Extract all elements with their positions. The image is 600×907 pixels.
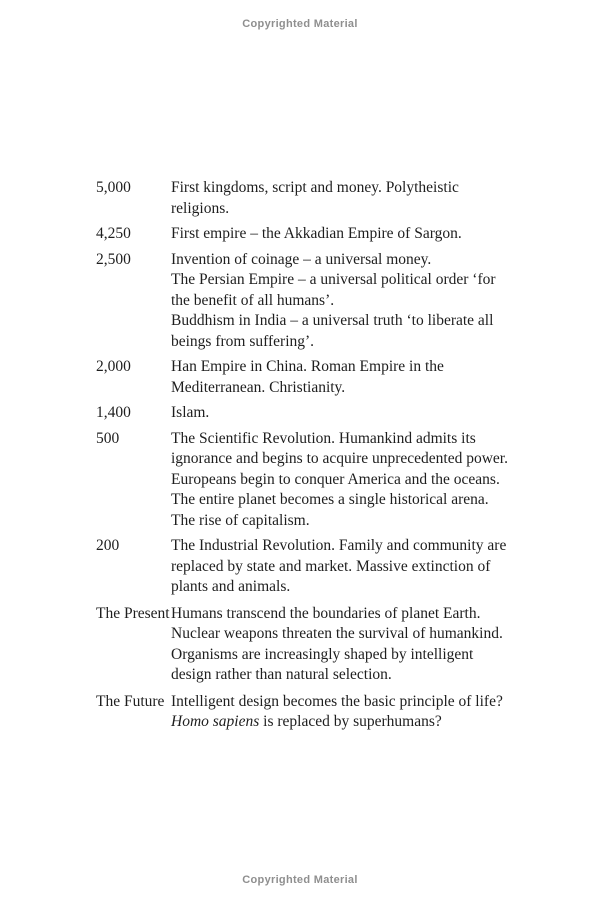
timeline bbox=[96, 178, 510, 738]
timeline-entry bbox=[96, 429, 510, 532]
timeline-year-label: 200 bbox=[96, 537, 120, 554]
timeline-text-line: The Persian Empire – a universal political order ‘for the benefit of all humans’. bbox=[171, 271, 496, 309]
timeline-entry-text bbox=[171, 403, 510, 424]
timeline-entry-text bbox=[171, 604, 510, 686]
timeline-entry-text bbox=[171, 224, 510, 245]
timeline-text-line: Intelligent design becomes the basic principle of life? bbox=[171, 692, 503, 710]
timeline-year-label: The Future bbox=[96, 692, 165, 710]
timeline-text-line: First kingdoms, script and money. Polytheistic religions. bbox=[171, 179, 459, 217]
timeline-text-line: The Industrial Revolution. Family and community are replaced by state and market. Massive extinction of plants and animals. bbox=[171, 537, 507, 595]
timeline-entry-text bbox=[171, 357, 510, 398]
timeline-entry bbox=[96, 692, 510, 733]
timeline-entry bbox=[96, 536, 510, 598]
timeline-text-line: Invention of coinage – a universal money. bbox=[171, 250, 432, 268]
timeline-entry-text bbox=[171, 429, 510, 532]
timeline-text-line: The Scientific Revolution. Humankind admits its ignorance and begins to acquire unprecedented power. Europeans begin to conquer America and the oceans. The entire planet becomes a single historical arena. The rise of capitalism. bbox=[171, 429, 508, 529]
timeline-year-label: 5,000 bbox=[96, 179, 131, 196]
timeline-year-label: The Present bbox=[96, 604, 170, 622]
timeline-entry-text bbox=[171, 250, 510, 353]
timeline-entry bbox=[96, 604, 510, 686]
timeline-year-label: 2,000 bbox=[96, 358, 131, 375]
timeline-text-line: Buddhism in India – a universal truth ‘to liberate all beings from suffering’. bbox=[171, 312, 494, 350]
copyright-notice-top: Copyrighted Material bbox=[242, 18, 358, 30]
timeline-text-line: Homo sapiens is replaced by superhumans? bbox=[171, 713, 442, 730]
timeline-entry bbox=[96, 250, 510, 353]
timeline-entry bbox=[96, 357, 510, 398]
timeline-entry bbox=[96, 403, 510, 424]
timeline-text-line: Humans transcend the boundaries of planet Earth. Nuclear weapons threaten the survival of humankind. Organisms are increasingly shaped by intelligent design rather than natural selection. bbox=[171, 604, 503, 683]
timeline-year-label: 4,250 bbox=[96, 225, 131, 242]
timeline-year-label: 2,500 bbox=[96, 250, 131, 268]
timeline-entry bbox=[96, 178, 510, 219]
timeline-entry bbox=[96, 224, 510, 245]
timeline-text-line: Han Empire in China. Roman Empire in the Mediterranean. Christianity. bbox=[171, 358, 444, 396]
timeline-text-line: First empire – the Akkadian Empire of Sargon. bbox=[171, 225, 462, 242]
timeline-entry-text bbox=[171, 178, 510, 219]
timeline-year-label: 1,400 bbox=[96, 404, 131, 421]
copyright-notice-bottom: Copyrighted Material bbox=[242, 874, 358, 886]
timeline-entry-text bbox=[171, 536, 510, 598]
timeline-entry-text bbox=[171, 692, 510, 733]
timeline-year-label: 500 bbox=[96, 429, 120, 447]
timeline-text-line: Islam. bbox=[171, 404, 210, 421]
